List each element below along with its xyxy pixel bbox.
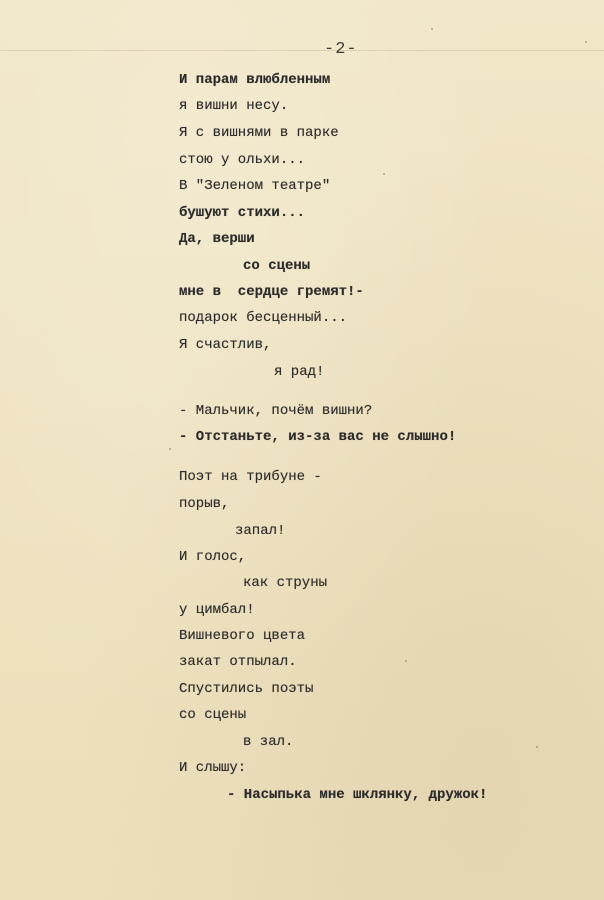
poem-line: порыв, — [179, 496, 230, 512]
poem-line: в зал. — [243, 734, 294, 750]
paper-speck — [405, 660, 407, 662]
poem-line: как струны — [243, 575, 328, 591]
poem-line: подарок бесценный... — [179, 310, 348, 326]
dialogue-line: - Мальчик, почём вишни? — [179, 403, 373, 419]
poem-line: бушуют стихи... — [179, 205, 306, 221]
poem-line: я вишни несу. — [179, 98, 289, 114]
poem-line: закат отпылал. — [179, 654, 297, 670]
poem-line: В "Зеленом театре" — [179, 178, 331, 194]
poem-line: Я счастлив, — [179, 337, 272, 353]
poem-line: И голос, — [179, 549, 247, 565]
poem-line: со сцены — [179, 707, 247, 723]
poem-line: Поэт на трибуне - — [179, 469, 322, 485]
page-number: -2- — [324, 40, 358, 59]
paper-speck — [169, 448, 171, 450]
poem-line: у цимбал! — [179, 602, 255, 618]
poem-line: И слышу: — [179, 760, 247, 776]
paper-speck — [536, 746, 538, 748]
poem-line: - Насыпька мне шклянку, дружок! — [227, 787, 488, 803]
paper-speck — [383, 173, 385, 175]
poem-line: запал! — [235, 523, 286, 539]
page-fold-line — [0, 50, 604, 51]
poem-line: со сцены — [243, 258, 311, 274]
dialogue-line: - Отстаньте, из-за вас не слышно! — [179, 429, 457, 445]
paper-speck — [585, 41, 587, 43]
poem-line: Вишневого цвета — [179, 628, 306, 644]
poem-line: Спустились поэты — [179, 681, 314, 697]
paper-speck — [431, 28, 433, 30]
poem-line: Я с вишнями в парке — [179, 125, 339, 141]
poem-line: И парам влюбленным — [179, 72, 331, 88]
poem-line: Да, верши — [179, 231, 255, 247]
poem-line: я рад! — [274, 364, 325, 380]
poem-line: мне в сердце гремят!- — [179, 284, 364, 300]
poem-line: стою у ольхи... — [179, 152, 306, 168]
